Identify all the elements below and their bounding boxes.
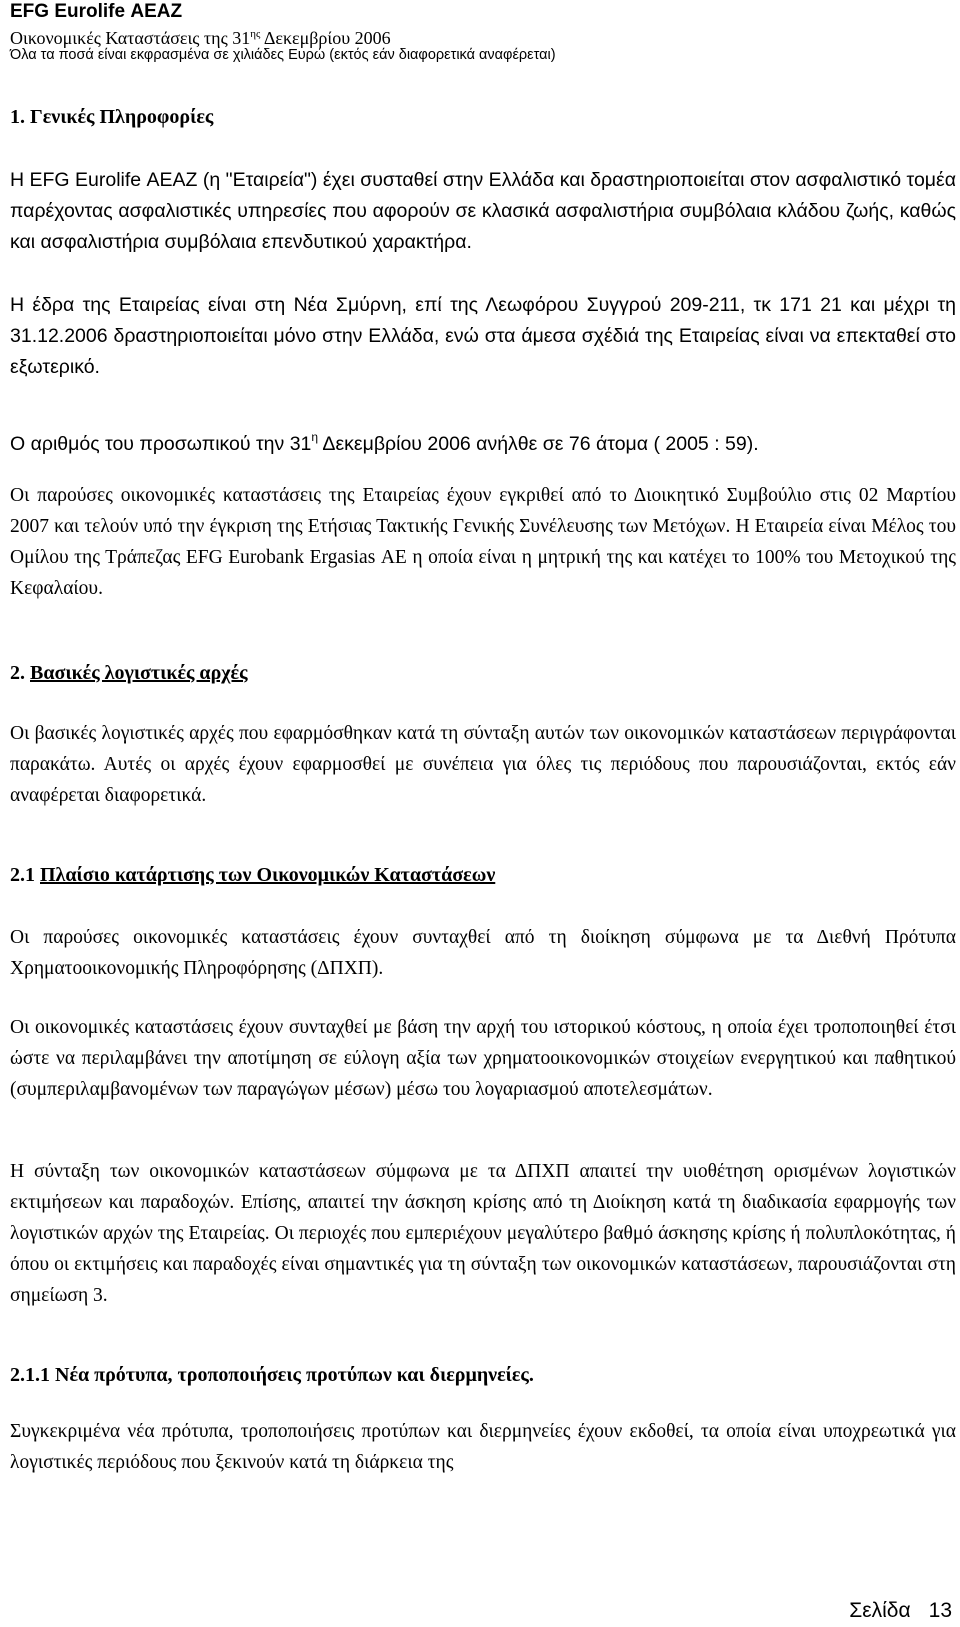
page-number (849, 1597, 952, 1625)
section-2-1-heading (10, 862, 495, 888)
section-1-paragraph-1: Η EFG Eurolife ΑΕΑΖ (η "Εταιρεία") έχει συσταθεί στην Ελλάδα και δραστηριοποιείται στον ασφαλιστικό τομέα παρέχοντας ασφαλιστικές υπηρεσίες που αφορούν σε κλασικά ασφαλιστήρια συμβόλαια κλάδου ζωής, καθώς και ασφαλιστήρια συμβόλαια επενδυτικού χαρακτήρα. (10, 169, 956, 253)
section-2-1-paragraph-1: Οι παρούσες οικονομικές καταστάσεις έχουν συνταχθεί από τη διοίκηση σύμφωνα με τα Διεθνή Πρότυπα Χρηματοοικονομικής Πληροφόρησης (ΔΠΧΠ). (10, 927, 956, 979)
section-1-paragraph-3 (10, 422, 956, 460)
section-2-title: Βασικές λογιστικές αρχές (30, 662, 248, 684)
page-label: Σελίδα (849, 1599, 911, 1622)
staff-count-post: Δεκεμβρίου 2006 ανήλθε σε 76 άτομα ( 2005 : 59). (318, 433, 759, 455)
section-2-1-1-heading: 2.1.1 Νέα πρότυπα, τροποποιήσεις προτύπων και διερμηνείες. (10, 1364, 534, 1386)
section-2-1-1-paragraph-1: Συγκεκριμένα νέα πρότυπα, τροποποιήσεις προτύπων και διερμηνείες έχουν εκδοθεί, τα οποία είναι υποχρεωτικά για λογιστικές περιόδους που ξεκινούν κατά τη διάρκεια της (10, 1421, 956, 1473)
section-2-heading (10, 660, 248, 686)
section-1-paragraph-2: Η έδρα της Εταιρείας είναι στη Νέα Σμύρνη, επί της Λεωφόρου Συγγρού 209-211, τκ 171 21 και μέχρι τη 31.12.2006 δραστηριοποιείται μόνο στην Ελλάδα, ενώ στα άμεσα σχέδιά της Εταιρείας είναι να επεκταθεί στο εξωτερικό. (10, 294, 956, 378)
report-title-sup: ης (250, 28, 261, 40)
report-title-post: Δεκεμβρίου 2006 (260, 28, 391, 48)
report-title-pre: Οικονομικές Καταστάσεις της 31 (10, 28, 251, 48)
staff-count-sup: η (311, 430, 319, 444)
section-1-paragraph-4: Οι παρούσες οικονομικές καταστάσεις της Εταιρείας έχουν εγκριθεί από το Διοικητικό Συμβούλιο στις 02 Μαρτίου 2007 και τελούν υπό την έγκριση της Ετήσιας Τακτικής Γενικής Συνέλευσης των Μετόχων. Η Εταιρεία είναι Μέλος του Ομίλου της Τράπεζας EFG Eurobank Ergasias ΑΕ η οποία είναι η μητρική της και κατέχει το 100% του Μετοχικού της Κεφαλαίου. (10, 485, 956, 599)
section-2-1-paragraph-2: Οι οικονομικές καταστάσεις έχουν συνταχθεί με βάση την αρχή του ιστορικού κόστους, η οποία έχει τροποποιηθεί έτσι ώστε να περιλαμβάνει την αποτίμηση σε εύλογη αξία των χρηματοοικονομικών στοιχείων ενεργητικού και παθητικού (συμπεριλαμβανομένων των παραγώγων μέσων) μέσω του λογαριασμού αποτελεσμάτων. (10, 1017, 956, 1100)
section-2-1-paragraph-3: Η σύνταξη των οικονομικών καταστάσεων σύμφωνα με τα ΔΠΧΠ απαιτεί την υιοθέτηση ορισμένων λογιστικών εκτιμήσεων και παραδοχών. Επίσης, απαιτεί την άσκηση κρίσης από τη Διοίκηση κατά τη διαδικασία εφαρμογής των λογιστικών αρχών της Εταιρείας. Οι περιοχές που εμπεριέχουν μεγαλύτερο βαθμό άσκησης κρίσης ή πολυπλοκότητας, ή όπου οι εκτιμήσεις και παραδοχές είναι σημαντικές για τη σύνταξη των οικονομικών καταστάσεων, παρουσιάζονται στη σημείωση 3. (10, 1161, 956, 1306)
section-2-paragraph-1: Οι βασικές λογιστικές αρχές που εφαρμόσθηκαν κατά τη σύνταξη αυτών των οικονομικών καταστάσεων περιγράφονται παρακάτω. Αυτές οι αρχές έχουν εφαρμοσθεί με συνέπεια για όλες τις περιόδους που παρουσιάζονται, εκτός εάν αναφέρεται διαφορετικά. (10, 723, 956, 806)
section-2-number: 2. (10, 662, 30, 684)
company-name: EFG Eurolife ΑΕΑΖ (10, 1, 183, 22)
currency-note: Όλα τα ποσά είναι εκφρασμένα σε χιλιάδες Ευρώ (εκτός εάν διαφορετικά αναφέρεται) (10, 47, 556, 63)
staff-count-pre: Ο αριθμός του προσωπικού την 31 (10, 433, 312, 455)
section-2-1-title: Πλαίσιο κατάρτισης των Οικονομικών Καταστάσεων (40, 864, 496, 886)
page-number-value: 13 (928, 1599, 952, 1622)
section-2-1-number: 2.1 (10, 864, 40, 886)
section-1-heading: 1. Γενικές Πληροφορίες (10, 106, 214, 128)
